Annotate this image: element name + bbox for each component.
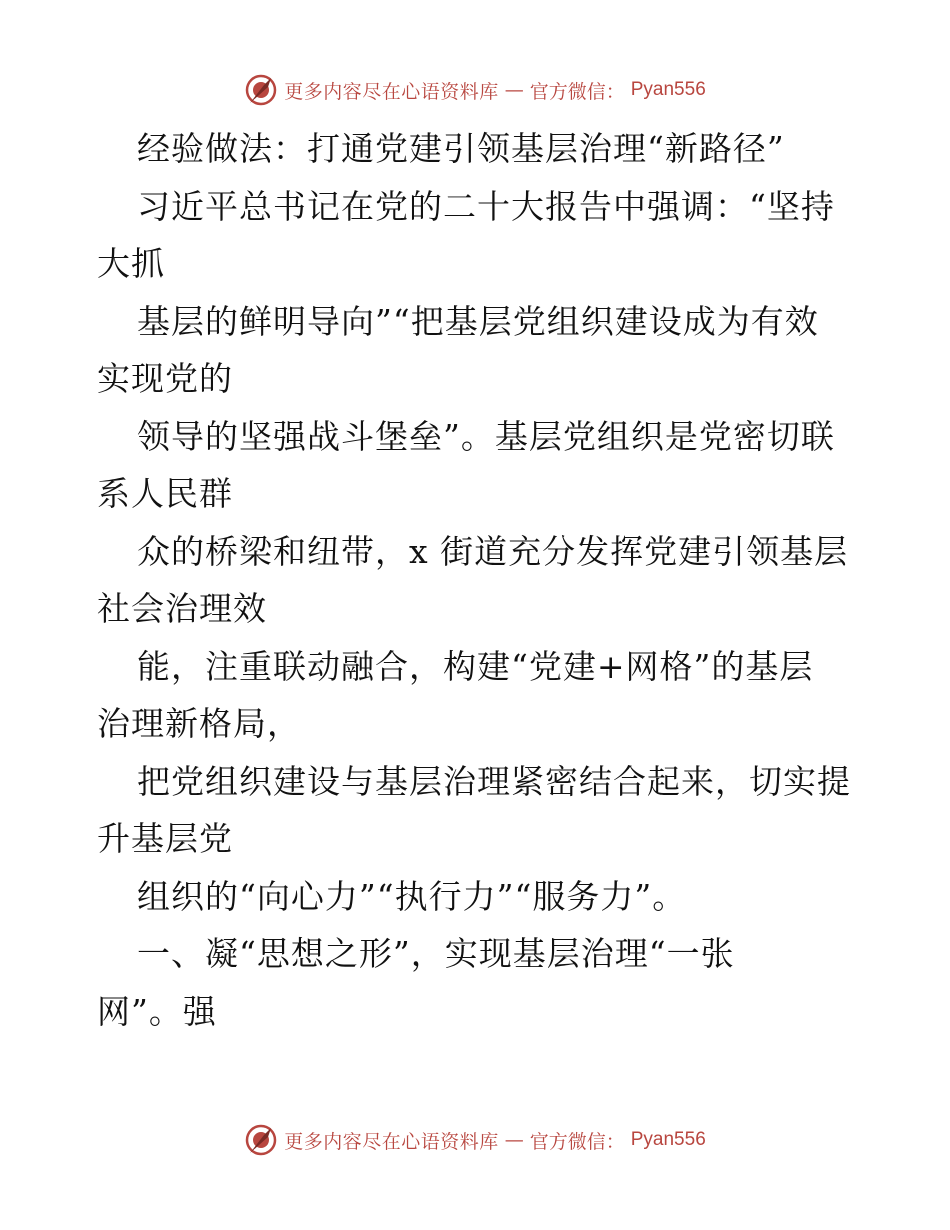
header-banner-text: 更多内容尽在心语资料库 bbox=[284, 80, 499, 103]
doc-line-title: 经验做法：打通党建引领基层治理“新路径” bbox=[137, 129, 785, 168]
doc-line: 领导的坚强战斗堡垒”。基层党组织是党密切联 bbox=[137, 416, 835, 456]
doc-line: 众的桥梁和纽带，x 街道充分发挥党建引领基层 bbox=[137, 531, 849, 571]
header-banner-separator: — bbox=[504, 79, 524, 101]
footer-wechat-id: Pyan556 bbox=[630, 1129, 706, 1150]
header-banner bbox=[0, 70, 950, 110]
doc-line: 基层的鲜明导向”“把基层党组织建设成为有效 bbox=[137, 301, 819, 341]
doc-line: 习近平总书记在党的二十大报告中强调：“坚持 bbox=[137, 186, 835, 226]
header-wechat-label: 官方微信： bbox=[529, 80, 625, 103]
doc-line: 治理新格局， bbox=[97, 704, 301, 743]
doc-line: 系人民群 bbox=[97, 474, 233, 513]
footer-banner-text: 更多内容尽在心语资料库 bbox=[284, 1130, 499, 1153]
doc-line: 组织的“向心力”“执行力”“服务力”。 bbox=[137, 876, 687, 916]
doc-line: 实现党的 bbox=[97, 359, 233, 398]
doc-line: 社会治理效 bbox=[97, 589, 267, 628]
doc-line-section-heading: 一、凝“思想之形”，实现基层治理“一张 bbox=[137, 934, 735, 973]
document-body bbox=[97, 120, 867, 1040]
doc-line: 能，注重联动融合，构建“党建+网格”的基层 bbox=[137, 646, 814, 686]
doc-line: 把党组织建设与基层治理紧密结合起来，切实提 bbox=[137, 761, 851, 801]
footer-banner bbox=[0, 1120, 950, 1160]
doc-line: 网”。强 bbox=[97, 991, 217, 1031]
footer-wechat-label: 官方微信： bbox=[529, 1130, 625, 1153]
header-wechat-id: Pyan556 bbox=[630, 79, 706, 100]
footer-banner-separator: — bbox=[504, 1129, 524, 1151]
doc-line: 大抓 bbox=[97, 244, 165, 283]
quill-logo-icon bbox=[244, 1123, 278, 1157]
doc-line: 升基层党 bbox=[97, 819, 233, 858]
quill-logo-icon bbox=[244, 73, 278, 107]
